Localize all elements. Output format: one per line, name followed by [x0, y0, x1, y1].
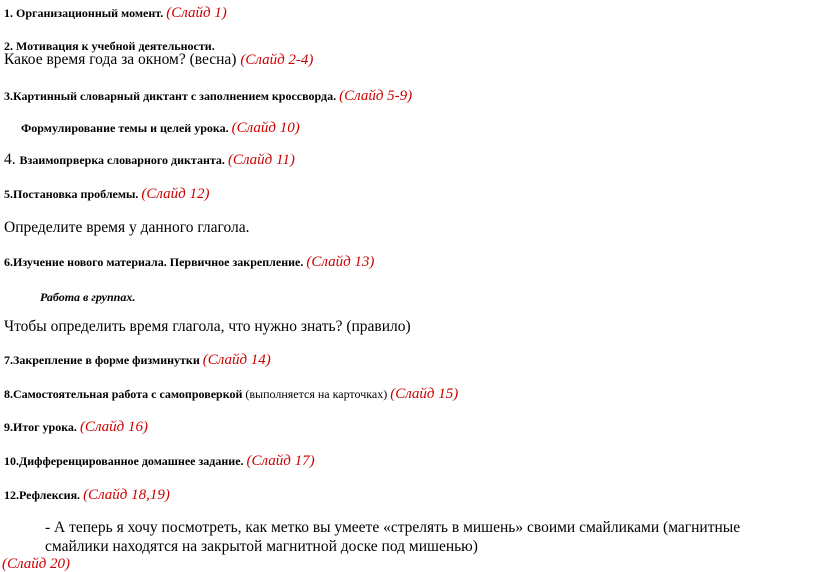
item-6: [4, 254, 374, 270]
item-6-groups: [40, 289, 135, 305]
item-12-heading: 12.Рефлексия.: [4, 488, 84, 502]
reflection-text-2: смайлики находятся на закрытой магнитной доске под мишенью): [45, 538, 478, 555]
item-7-heading: 7.Закрепление в форме физминутки: [4, 353, 203, 367]
reflection-text-line-2: [45, 539, 478, 555]
item-9: [4, 419, 148, 435]
item-6-question-text: Чтобы определить время глагола, что нужно знать? (правило): [4, 318, 411, 335]
item-6-slide-ref: (Слайд 13): [306, 254, 375, 270]
item-12-slide-ref: (Слайд 18,19): [83, 487, 170, 503]
item-5-heading: 5.Постановка проблемы.: [4, 187, 142, 201]
item-4-heading: Взаимопрверка словарного диктанта.: [19, 153, 228, 167]
item-2-slide-ref: (Слайд 2-4): [240, 52, 314, 68]
item-10-heading: 10.Дифференцированное домашнее задание.: [4, 454, 247, 468]
item-1-heading: 1. Организационный момент.: [4, 6, 167, 20]
item-4-slide-ref: (Слайд 11): [227, 152, 295, 168]
item-7-slide-ref: (Слайд 14): [202, 352, 271, 368]
item-5: [4, 186, 209, 202]
item-8-slide-ref: (Слайд 15): [390, 386, 459, 402]
item-8-heading: 8.Самостоятельная работа с самопроверкой: [4, 387, 246, 401]
item-12: [4, 487, 170, 503]
item-4: [4, 152, 295, 168]
item-9-slide-ref: (Слайд 16): [79, 419, 148, 435]
item-3-topic: [21, 120, 300, 136]
item-1-slide-ref: (Слайд 1): [166, 5, 227, 21]
reflection-text-line-1: [45, 520, 740, 536]
item-1: [4, 5, 227, 21]
item-3: [4, 88, 412, 104]
item-3-slide-ref: (Слайд 5-9): [339, 88, 413, 104]
item-10-slide-ref: (Слайд 17): [246, 453, 315, 469]
item-2-question: [4, 52, 313, 68]
item-4-number: 4.: [4, 151, 20, 168]
item-6-question: [4, 319, 411, 335]
item-7: [4, 352, 271, 368]
reflection-text-1: - А теперь я хочу посмотреть, как метко вы умеете «стрелять в мишень» своими смайликами (магнитные: [45, 519, 741, 536]
item-2-question-text: Какое время года за окном? (весна): [4, 51, 241, 68]
item-5-slide-ref: (Слайд 12): [141, 186, 210, 202]
item-2-heading: 2. Мотивация к учебной деятельности.: [4, 39, 215, 53]
item-3-heading: 3.Картинный словарный диктант с заполнением кроссворда.: [4, 89, 340, 103]
item-9-heading: 9.Итог урока.: [4, 420, 80, 434]
item-10: [4, 453, 315, 469]
item-6-heading: 6.Изучение нового материала. Первичное закрепление.: [4, 255, 307, 269]
item-5-question-text: Определите время у данного глагола.: [4, 219, 250, 236]
item-8: [4, 386, 458, 402]
item-5-question: [4, 220, 250, 236]
item-6-groups-heading: Работа в группах.: [40, 290, 136, 304]
item-3-topic-heading: Формулирование темы и целей урока.: [21, 121, 232, 135]
final-slide: [2, 556, 70, 572]
item-3-topic-slide-ref: (Слайд 10): [231, 120, 300, 136]
item-8-note: (выполняется на карточках): [245, 387, 391, 401]
final-slide-ref: (Слайд 20): [2, 556, 71, 572]
